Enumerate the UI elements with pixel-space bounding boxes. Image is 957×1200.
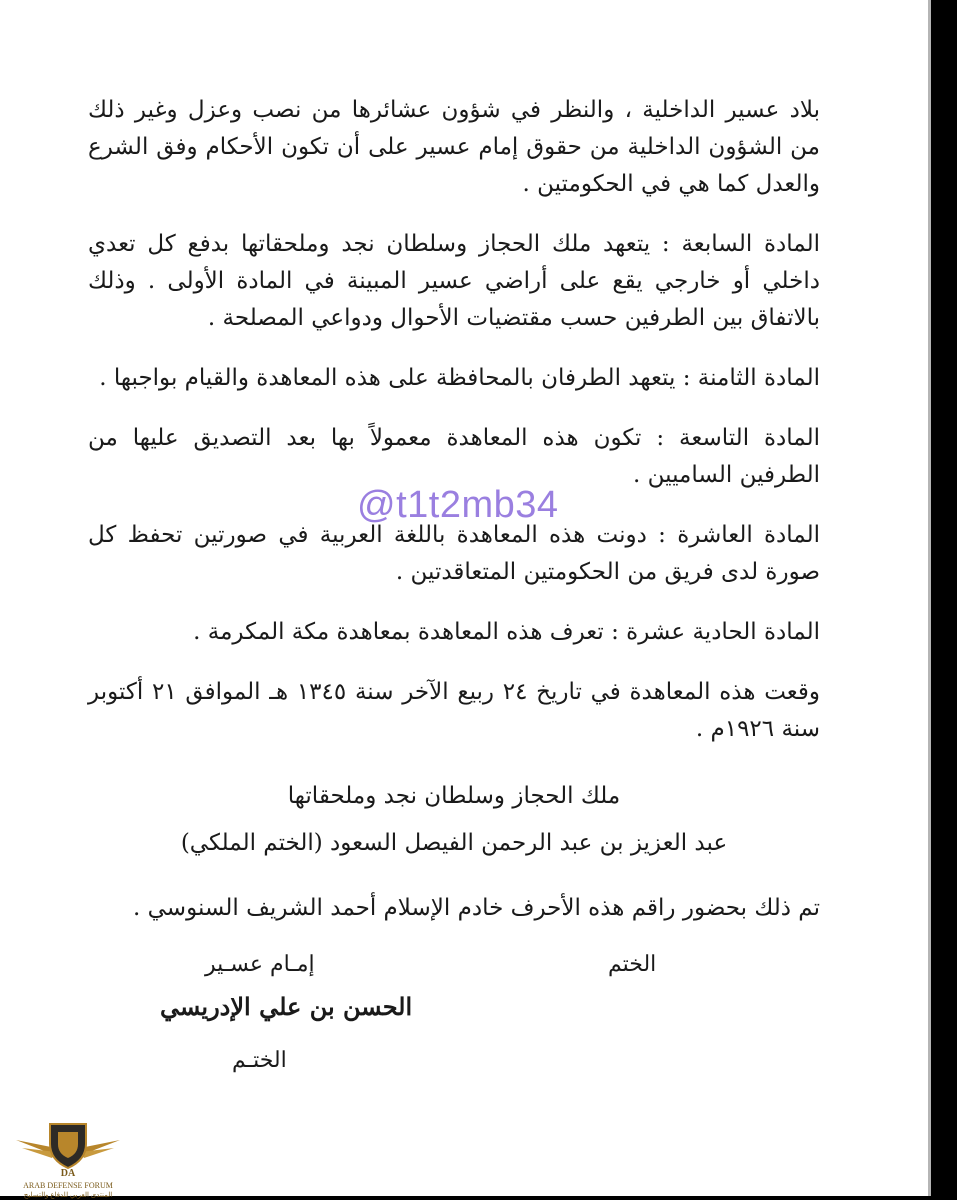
seal-label-bottom: الختـم xyxy=(232,1048,287,1073)
watermark-handle: @t1t2mb34 xyxy=(357,484,559,526)
image-border-right xyxy=(929,0,957,1200)
logo-subtitle: المنتدى العربي للدفاع والتسليح xyxy=(23,1191,113,1199)
signatory-title: ملك الحجاز وسلطان نجد وملحقاتها xyxy=(287,783,621,809)
imam-title: إمـام عسـير xyxy=(205,952,315,977)
article-9: المادة التاسعة : تكون هذه المعاهدة معمولاً بها بعد التصديق عليها من الطرفين الساميين . xyxy=(88,425,820,488)
intro-paragraph: بلاد عسير الداخلية ، والنظر في شؤون عشائرها من نصب وعزل وغير ذلك من الشؤون الداخلية من حقوق إمام عسير على أن تكون الأحكام وفق الشرع والعدل كما هي في الحكومتين . xyxy=(88,97,820,197)
article-7: المادة السابعة : يتعهد ملك الحجاز وسلطان نجد وملحقاتها بدفع كل تعدي داخلي أو خارجي يقع على أراضي عسير المبينة في المادة الأولى . وذلك بالاتفاق بين الطرفين حسب مقتضيات الأحوال ودواعي المصلحة . xyxy=(88,231,820,331)
signatory-name: عبد العزيز بن عبد الرحمن الفيصل السعود (الختم الملكي) xyxy=(180,830,728,856)
article-11: المادة الحادية عشرة : تعرف هذه المعاهدة بمعاهدة مكة المكرمة . xyxy=(193,619,820,645)
article-8: المادة الثامنة : يتعهد الطرفان بالمحافظة على هذه المعاهدة والقيام بواجبها . xyxy=(99,365,820,391)
arab-defense-forum-logo xyxy=(6,1118,118,1200)
witness-statement: تم ذلك بحضور راقم هذه الأحرف خادم الإسلام أحمد الشريف السنوسي . xyxy=(133,895,820,921)
document-page xyxy=(88,92,820,1092)
image-border-edge xyxy=(928,0,931,1200)
imam-name: الحسن بن علي الإدريسي xyxy=(160,992,413,1021)
logo-badge: DA xyxy=(60,1168,76,1179)
article-10: المادة العاشرة : دونت هذه المعاهدة باللغة العربية في صورتين تحفظ كل صورة لدى فريق من الحكومتين المتعاقدتين . xyxy=(88,522,820,585)
signing-date-statement: وقعت هذه المعاهدة في تاريخ ٢٤ ربيع الآخر سنة ١٣٤٥ هـ الموافق ٢١ أكتوبر سنة ١٩٢٦م . xyxy=(88,679,820,742)
seal-label-left: الختم xyxy=(608,952,657,977)
logo-name: ARAB DEFENSE FORUM xyxy=(23,1181,113,1190)
image-border-bottom xyxy=(0,1196,957,1200)
